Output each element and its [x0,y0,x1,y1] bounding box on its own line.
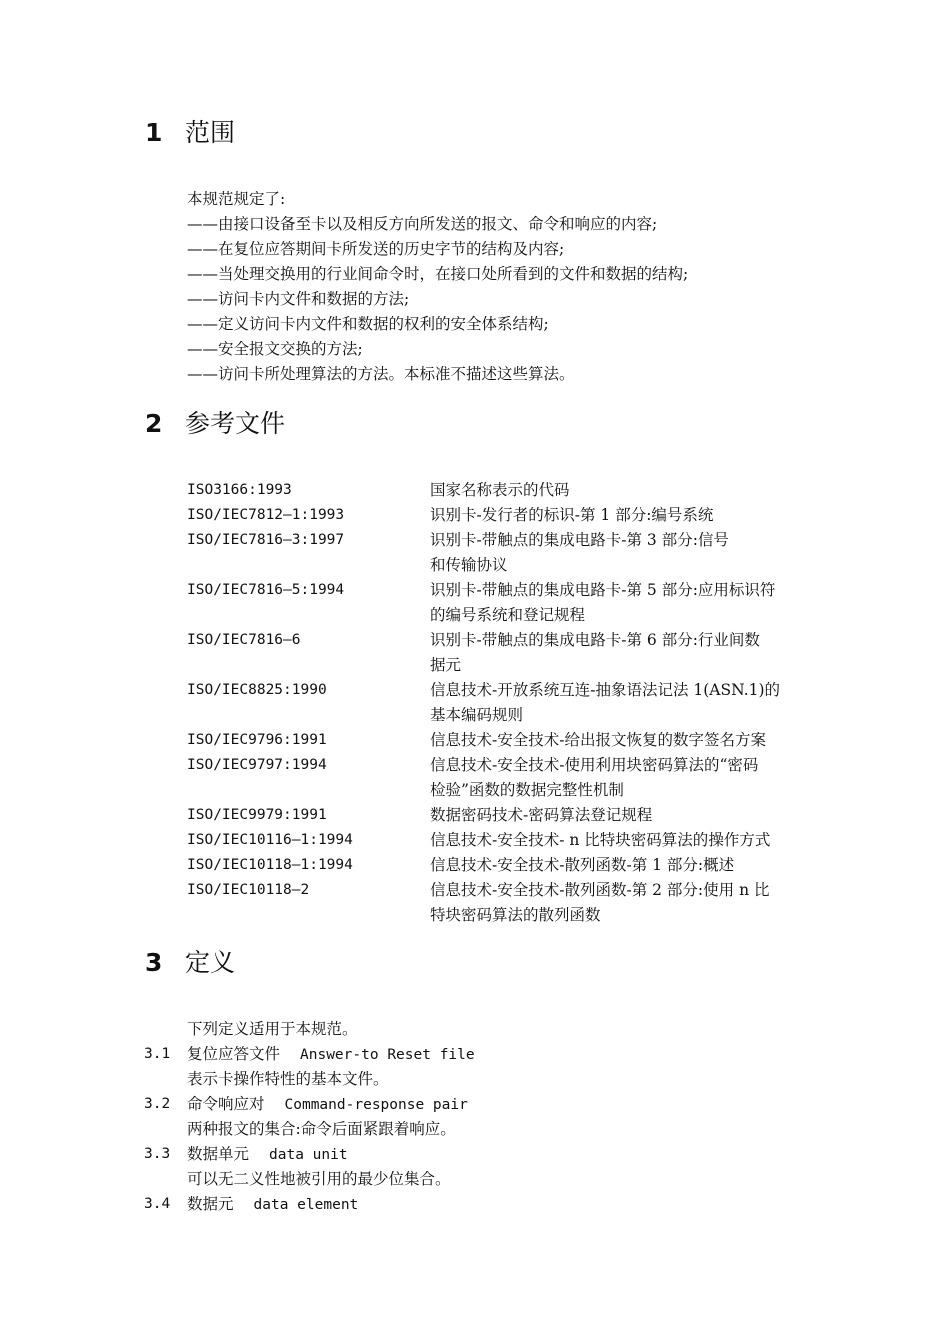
section-title: 范围 [185,118,236,147]
reference-code: ISO/IEC9797:1994 [187,757,327,773]
definition-number: 3.3 [144,1146,171,1162]
reference-code: ISO3166:1993 [187,482,292,498]
definition-text: 表示卡操作特性的基本文件。 [187,1070,389,1088]
definition-term-cn: 数据单元 [187,1145,250,1163]
section-number: 3 [145,948,163,977]
scope-item: ——安全报文交换的方法; [187,340,363,358]
reference-code: ISO/IEC7816—6 [187,632,301,648]
definition-term-cn: 数据元 [187,1195,234,1213]
reference-description: 识别卡-带触点的集成电路卡-第 3 部分:信号 [430,531,729,549]
section-1-heading [145,118,235,148]
reference-description: 信息技术-安全技术-散列函数-第 1 部分:概述 [430,856,735,874]
definition-term [187,1144,348,1165]
reference-description: 信息技术-安全技术-散列函数-第 2 部分:使用 n 比 [430,881,770,899]
reference-description-continued: 的编号系统和登记规程 [430,606,586,624]
reference-description: 信息技术-安全技术- n 比特块密码算法的操作方式 [430,831,771,849]
reference-description-continued: 基本编码规则 [430,706,524,724]
scope-item: ——定义访问卡内文件和数据的权利的安全体系结构; [187,315,549,333]
definition-term-en: data element [253,1197,359,1213]
definition-number: 3.4 [144,1196,171,1212]
reference-description: 识别卡-带触点的集成电路卡-第 5 部分:应用标识符 [430,581,776,599]
section-2-heading [145,409,285,439]
definition-term-en: Command-response pair [284,1097,468,1113]
reference-code: ISO/IEC7816—3:1997 [187,532,345,548]
section-number: 1 [145,118,163,147]
section-title: 定义 [185,948,236,977]
definition-term [187,1094,468,1115]
section-3-heading [145,948,235,978]
reference-code: ISO/IEC8825:1990 [187,682,327,698]
definition-term [187,1194,358,1215]
definition-text: 可以无二义性地被引用的最少位集合。 [187,1170,451,1188]
reference-description: 信息技术-安全技术-给出报文恢复的数字签名方案 [430,731,766,749]
definition-text: 两种报文的集合:命令后面紧跟着响应。 [187,1120,456,1138]
reference-code: ISO/IEC9979:1991 [187,807,327,823]
definitions-intro: 下列定义适用于本规范。 [187,1020,358,1038]
scope-item: ——访问卡所处理算法的方法。本标准不描述这些算法。 [187,365,575,383]
scope-intro: 本规范规定了: [187,190,286,208]
reference-description: 国家名称表示的代码 [430,481,570,499]
reference-description: 信息技术-开放系统互连-抽象语法记法 1(ASN.1)的 [430,681,781,699]
definition-number: 3.2 [144,1096,171,1112]
scope-item: ——在复位应答期间卡所发送的历史字节的结构及内容; [187,240,565,258]
definition-term [187,1044,475,1065]
reference-description: 数据密码技术-密码算法登记规程 [430,806,653,824]
definition-term-en: data unit [269,1147,348,1163]
section-number: 2 [145,409,163,438]
scope-item: ——当处理交换用的行业间命令时，在接口处所看到的文件和数据的结构; [187,265,689,283]
reference-code: ISO/IEC10118—2 [187,882,310,898]
reference-description-continued: 检验”函数的数据完整性机制 [430,781,624,799]
reference-code: ISO/IEC7816—5:1994 [187,582,345,598]
section-title: 参考文件 [185,409,286,438]
reference-code: ISO/IEC7812—1:1993 [187,507,345,523]
reference-code: ISO/IEC10118—1:1994 [187,857,353,873]
reference-code: ISO/IEC10116—1:1994 [187,832,353,848]
reference-description: 识别卡-带触点的集成电路卡-第 6 部分:行业间数 [430,631,760,649]
definition-term-cn: 命令响应对 [187,1095,265,1113]
definition-term-cn: 复位应答文件 [187,1045,281,1063]
reference-description: 信息技术-安全技术-使用利用块密码算法的“密码 [430,756,759,774]
scope-item: ——由接口设备至卡以及相反方向所发送的报文、命令和响应的内容; [187,215,658,233]
scope-item: ——访问卡内文件和数据的方法; [187,290,410,308]
definition-term-en: Answer-to Reset file [300,1047,475,1063]
reference-description-continued: 据元 [430,656,462,674]
reference-description: 识别卡-发行者的标识-第 1 部分:编号系统 [430,506,714,524]
definition-number: 3.1 [144,1046,171,1062]
reference-description-continued: 和传输协议 [430,556,508,574]
reference-description-continued: 特块密码算法的散列函数 [430,906,601,924]
reference-code: ISO/IEC9796:1991 [187,732,327,748]
